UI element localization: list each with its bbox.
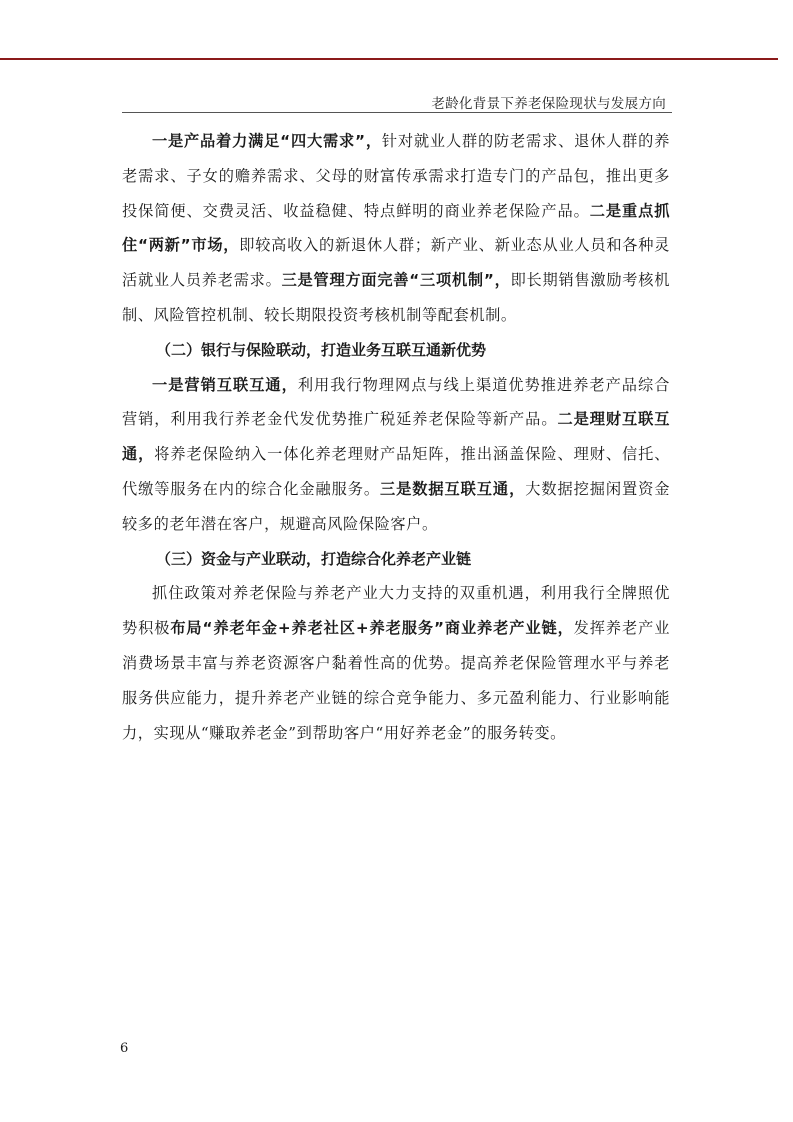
text-run: 即长期销售激励考核机制、风险管控机制、较长期限投资考核机制等配套机制。	[122, 271, 670, 324]
text-run: 将养老保险纳入一体化养老理财产品矩阵，推出涵盖保险、理财、信托、代缴等服务在内的综合化金融服务。	[122, 445, 671, 498]
body-paragraph	[122, 368, 670, 542]
bold-phrase: 二是重点抓住“两新”市场，	[122, 201, 671, 255]
header-rule	[122, 112, 672, 113]
text-run: 大数据挖掘闲置资金较多的老年潜在客户，规避高风险保险客户。	[122, 479, 671, 533]
bold-phrase: 三是数据互联互通，	[380, 479, 526, 498]
body-paragraph	[122, 576, 670, 750]
bold-phrase: 布局“养老年金+养老社区+养老服务”商业养老产业链，	[170, 619, 574, 638]
body-paragraph	[122, 124, 670, 333]
text-run: 利用我行物理网点与线上渠道优势推进养老产品综合营销，利用我行养老金代发优势推广税延养老保险等新产品。	[122, 375, 670, 429]
section-heading: （二）银行与保险联动，打造业务互联互通新优势	[156, 340, 487, 359]
page-number: 6	[120, 1041, 129, 1056]
running-header-title: 老龄化背景下养老保险现状与发展方向	[431, 96, 666, 112]
body-text	[122, 124, 670, 750]
bold-phrase: 二是理财互联互通，	[122, 410, 671, 464]
bold-phrase: 三是管理方面完善“三项机制”，	[281, 271, 511, 290]
section-heading: （三）资金与产业联动，打造综合化养老产业链	[156, 549, 472, 568]
text-run: 针对就业人群的防老需求、退休人群的养老需求、子女的赡养需求、父母的财富传承需求打造专门的产品包，推出更多投保简便、交费灵活、收益稳健、特点鲜明的商业养老保险产品。	[122, 132, 670, 220]
text-run: 抓住政策对养老保险与养老产业大力支持的双重机遇，利用我行全牌照优势积极	[122, 584, 670, 638]
bold-phrase: 一是营销互联互通，	[152, 375, 298, 394]
top-red-rule	[0, 58, 778, 60]
bold-phrase: 一是产品着力满足“四大需求”，	[152, 132, 382, 150]
text-run: 即较高收入的新退休人群；新产业、新业态从业人员和各种灵活就业人员养老需求。	[122, 236, 670, 290]
text-run: 发挥养老产业消费场景丰富与养老资源客户黏着性高的优势。提高养老保险管理水平与养老服务供应能力，提升养老产业链的综合竞争能力、多元盈利能力、行业影响能力，实现从“赚取养老金”到帮助客户“用好养老金”的服务转变。	[122, 619, 670, 742]
